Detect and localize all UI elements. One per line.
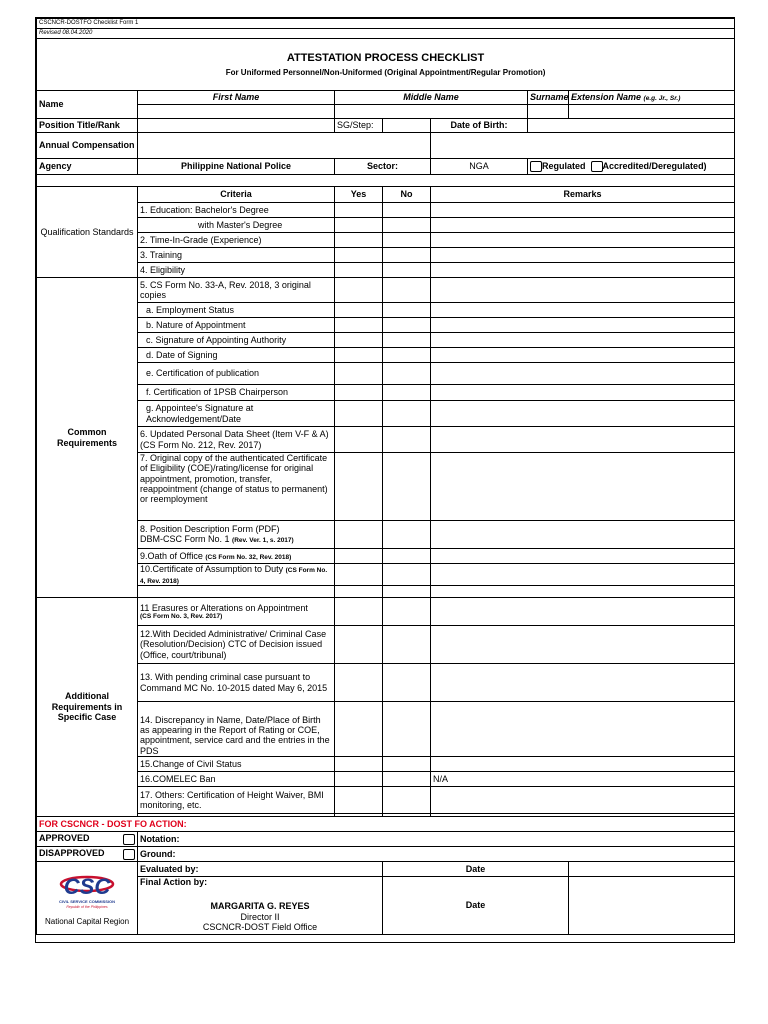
criteria-pending-case: 13. With pending criminal case pursuant to Command MC No. 10-2015 dated May 6, 2015 (138, 664, 335, 702)
remarks-cell[interactable] (431, 248, 735, 263)
remarks-cell[interactable] (431, 757, 735, 772)
first-name-label: First Name (138, 91, 335, 105)
yes-cell[interactable] (335, 453, 383, 521)
yes-cell[interactable] (335, 521, 383, 549)
remarks-cell[interactable] (431, 626, 735, 664)
yes-cell[interactable] (335, 757, 383, 772)
remarks-cell[interactable] (431, 318, 735, 333)
remarks-cell[interactable] (431, 521, 735, 549)
disapproved-checkbox[interactable] (123, 849, 135, 860)
yes-cell[interactable] (335, 318, 383, 333)
criteria-certification-publication: e. Certification of publication (138, 363, 335, 385)
ground-field[interactable]: Ground: (138, 847, 735, 862)
notation-field[interactable]: Notation: (138, 832, 735, 847)
region-label: National Capital Region (44, 916, 130, 926)
qualification-standards-label: Qualification Standards (37, 187, 138, 278)
yes-cell[interactable] (335, 586, 383, 598)
spacer-row (37, 175, 735, 187)
sector-label: Sector: (335, 159, 431, 175)
no-cell[interactable] (383, 233, 431, 248)
middle-name-label: Middle Name (335, 91, 528, 105)
criteria-time-in-grade: 2. Time-In-Grade (Experience) (138, 233, 335, 248)
remarks-cell[interactable] (431, 549, 735, 564)
criteria-signature-appointing-authority: c. Signature of Appointing Authority (138, 333, 335, 348)
no-cell[interactable] (383, 333, 431, 348)
yes-header: Yes (335, 187, 383, 203)
no-cell[interactable] (383, 263, 431, 278)
agency-label: Agency (37, 159, 138, 175)
no-cell[interactable] (383, 598, 431, 626)
no-cell[interactable] (383, 401, 431, 427)
csc-logo-icon (57, 870, 117, 914)
accredited-label: Accredited/Deregulated) (602, 160, 707, 171)
no-cell[interactable] (383, 348, 431, 363)
yes-cell[interactable] (335, 427, 383, 453)
yes-cell[interactable] (335, 203, 383, 218)
dob-field[interactable] (528, 119, 735, 133)
criteria-education: 1. Education: Bachelor's Degree (138, 203, 335, 218)
no-cell[interactable] (383, 303, 431, 318)
no-cell[interactable] (383, 453, 431, 521)
form-header (37, 39, 735, 91)
regulated-label: Regulated (542, 160, 586, 171)
annual-compensation-blank (431, 133, 735, 159)
no-cell[interactable] (383, 549, 431, 564)
remarks-cell[interactable] (431, 664, 735, 702)
yes-cell[interactable] (335, 626, 383, 664)
criteria-position-description: 8. Position Description Form (PDF) DBM-CSC Form No. 1 (Rev. Ver. 1, s. 2017) (138, 521, 335, 549)
sector-value: NGA (431, 159, 528, 175)
remarks-cell[interactable] (431, 453, 735, 521)
position-label: Position Title/Rank (37, 119, 138, 133)
criteria-employment-status: a. Employment Status (138, 303, 335, 318)
criteria-certification-1psb: f. Certification of 1PSB Chairperson (138, 385, 335, 401)
approved-label: APPROVED (39, 833, 90, 843)
criteria-appointee-signature: g. Appointee's Signature at Acknowledgement/Date (138, 401, 335, 427)
criteria-civil-status: 15.Change of Civil Status (138, 757, 335, 772)
remarks-header: Remarks (431, 187, 735, 203)
yes-cell[interactable] (335, 278, 383, 303)
criteria-cs-form-33a: 5. CS Form No. 33-A, Rev. 2018, 3 original copies (138, 278, 335, 303)
criteria-comelec-ban: 16.COMELEC Ban (138, 772, 335, 787)
no-cell[interactable] (383, 427, 431, 453)
sg-step-label: SG/Step: (335, 119, 383, 133)
no-cell[interactable] (383, 521, 431, 549)
criteria-assumption-to-duty: 10.Certificate of Assumption to Duty (CS Form No. 4, Rev. 2018) (138, 564, 335, 586)
form-table (36, 18, 735, 935)
no-cell[interactable] (383, 363, 431, 385)
no-cell[interactable] (383, 586, 431, 598)
disapproved-option (37, 847, 138, 862)
common-requirements-label: Common Requirements (37, 278, 138, 598)
additional-requirements-label: Additional Requirements in Specific Case (37, 598, 138, 817)
form-subtitle: For Uniformed Personnel/Non-Uniformed (Original Appointment/Regular Promotion) (225, 67, 546, 77)
criteria-eligibility: 4. Eligibility (138, 263, 335, 278)
remarks-cell[interactable] (431, 348, 735, 363)
yes-cell[interactable] (335, 263, 383, 278)
signatory-office: CSCNCR-DOST Field Office (202, 922, 318, 933)
yes-cell[interactable] (335, 787, 383, 814)
yes-cell[interactable] (335, 598, 383, 626)
remarks-cell[interactable] (431, 363, 735, 385)
criteria-decided-case: 12.With Decided Administrative/ Criminal Case (Resolution/Decision) CTC of Decision issued (Office, court/tribunal) (138, 626, 335, 664)
no-cell[interactable] (383, 203, 431, 218)
evaluated-by-label: Evaluated by: (138, 862, 383, 877)
yes-cell[interactable] (335, 363, 383, 385)
remarks-cell[interactable] (431, 303, 735, 318)
no-cell[interactable] (383, 787, 431, 814)
yes-cell[interactable] (335, 348, 383, 363)
position-field[interactable] (138, 119, 335, 133)
remarks-cell[interactable] (431, 218, 735, 233)
yes-cell[interactable] (335, 385, 383, 401)
svg-text:CSC: CSC (63, 874, 111, 900)
yes-cell[interactable] (335, 248, 383, 263)
criteria-discrepancy: 14. Discrepancy in Name, Date/Place of Birth as appearing in the Report of Rating or COE, appointment, service card and the entries in the PDS (138, 702, 335, 757)
final-date-field[interactable] (569, 877, 735, 935)
yes-cell[interactable] (335, 564, 383, 586)
no-cell[interactable] (383, 278, 431, 303)
agency-value: Philippine National Police (138, 159, 335, 175)
extension-name-label: Extension Name (e.g. Jr., Sr.) (569, 91, 735, 105)
final-action-label: Final Action by: (140, 877, 208, 887)
svg-text:Republic of the Philippines: Republic of the Philippines (66, 905, 108, 910)
yes-cell[interactable] (335, 401, 383, 427)
no-cell[interactable] (383, 772, 431, 787)
annual-compensation-label: Annual Compensation (37, 133, 138, 159)
yes-cell[interactable] (335, 303, 383, 318)
remarks-cell[interactable] (431, 233, 735, 248)
yes-cell[interactable] (335, 218, 383, 233)
criteria-others: 17. Others: Certification of Height Waiver, BMI monitoring, etc. (138, 787, 335, 814)
evaluated-date-field[interactable] (569, 862, 735, 877)
yes-cell[interactable] (335, 664, 383, 702)
annual-compensation-field[interactable] (138, 133, 431, 159)
remarks-cell[interactable] (431, 427, 735, 453)
csc-logo-block (37, 862, 138, 935)
yes-cell[interactable] (335, 233, 383, 248)
remarks-cell[interactable] (431, 564, 735, 586)
remarks-cell[interactable] (431, 385, 735, 401)
accredited-checkbox[interactable] (591, 161, 603, 172)
blank-row (138, 586, 335, 598)
dob-label: Date of Birth: (431, 119, 528, 133)
criteria-header: Criteria (138, 187, 335, 203)
attestation-form (35, 17, 735, 943)
no-cell[interactable] (383, 757, 431, 772)
evaluated-date-label: Date (383, 862, 569, 877)
yes-cell[interactable] (335, 333, 383, 348)
middle-name-field[interactable] (335, 105, 528, 119)
form-title: ATTESTATION PROCESS CHECKLIST (286, 52, 485, 65)
no-cell[interactable] (383, 218, 431, 233)
final-action-block (138, 877, 383, 935)
no-cell[interactable] (383, 626, 431, 664)
criteria-updated-pds: 6. Updated Personal Data Sheet (Item V-F & A) (CS Form No. 212, Rev. 2017) (138, 427, 335, 453)
yes-cell[interactable] (335, 702, 383, 757)
sg-step-field[interactable] (383, 119, 431, 133)
regulated-checkbox[interactable] (530, 161, 542, 172)
no-cell[interactable] (383, 564, 431, 586)
remarks-cell[interactable] (431, 598, 735, 626)
no-cell[interactable] (383, 664, 431, 702)
revised-date: Revised 08.04.2020 (37, 29, 735, 39)
first-name-field[interactable] (138, 105, 335, 119)
yes-cell[interactable] (335, 549, 383, 564)
action-header: FOR CSCNCR - DOST FO ACTION: (37, 817, 735, 832)
approved-option (37, 832, 138, 847)
form-code: CSCNCR-DOSTFO Checklist Form 1 (37, 19, 735, 29)
remarks-cell[interactable] (431, 263, 735, 278)
criteria-training: 3. Training (138, 248, 335, 263)
no-cell[interactable] (383, 385, 431, 401)
criteria-masters: with Master's Degree (138, 218, 335, 233)
remarks-cell[interactable] (431, 278, 735, 303)
signatory-title: Director II (240, 911, 280, 922)
surname-field[interactable] (528, 105, 569, 119)
remarks-cell[interactable] (431, 401, 735, 427)
criteria-oath-of-office: 9.Oath of Office (CS Form No. 32, Rev. 2018) (138, 549, 335, 564)
remarks-cell[interactable] (431, 203, 735, 218)
name-label: Name (37, 91, 138, 119)
yes-cell[interactable] (335, 772, 383, 787)
criteria-erasures: 11 Erasures or Alterations on Appointment (CS Form No. 3, Rev. 2017) (138, 598, 335, 626)
no-cell[interactable] (383, 248, 431, 263)
no-header: No (383, 187, 431, 203)
approved-checkbox[interactable] (123, 834, 135, 845)
extension-name-field[interactable] (569, 105, 735, 119)
criteria-nature-of-appointment: b. Nature of Appointment (138, 318, 335, 333)
sector-options (528, 159, 735, 175)
final-date-label: Date (383, 877, 569, 935)
signatory-name: MARGARITA G. REYES (210, 901, 310, 912)
remarks-cell[interactable] (431, 586, 735, 598)
no-cell[interactable] (383, 702, 431, 757)
criteria-date-of-signing: d. Date of Signing (138, 348, 335, 363)
svg-text:CIVIL SERVICE COMMISSION: CIVIL SERVICE COMMISSION (58, 899, 116, 905)
criteria-certificate-of-eligibility: 7. Original copy of the authenticated Certificate of Eligibility (COE)/rating/license for original appointment, promotion, transfer, reappointment (change of status to permanent) or reemployment (138, 453, 335, 521)
no-cell[interactable] (383, 318, 431, 333)
disapproved-label: DISAPPROVED (39, 848, 105, 858)
remarks-cell[interactable] (431, 787, 735, 814)
remarks-na: N/A (431, 772, 735, 787)
surname-label: Surname (528, 91, 569, 105)
remarks-cell[interactable] (431, 333, 735, 348)
remarks-cell[interactable] (431, 702, 735, 757)
